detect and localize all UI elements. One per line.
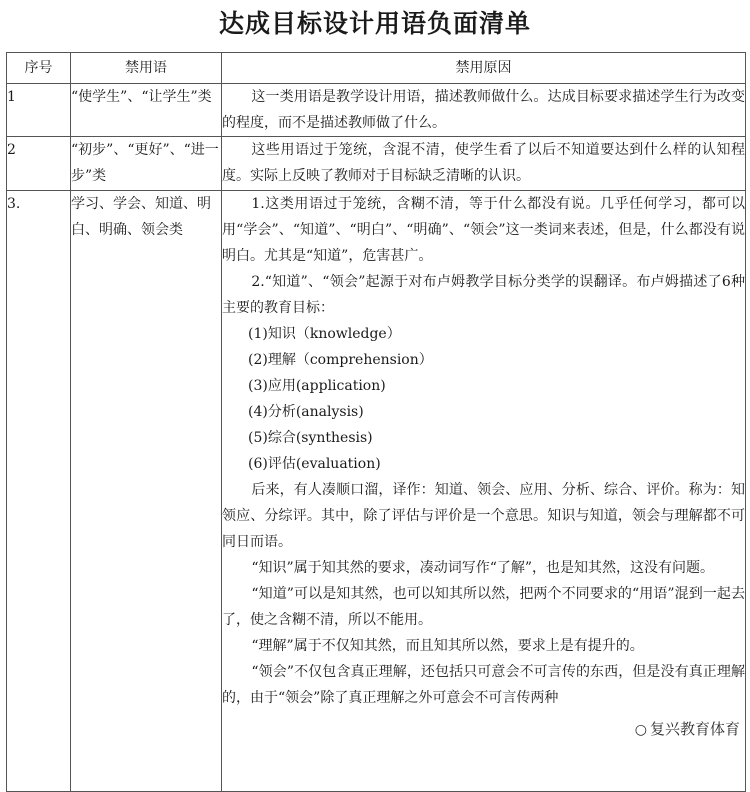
negative-list-table	[6, 52, 746, 792]
objective-item: (6)评估(evaluation)	[248, 456, 381, 472]
reason-paragraph: 2.“知道”、“领会”起源于对布卢姆教学目标分类学的误翻译。布卢姆描述了6种主要的教育目标：	[222, 274, 745, 316]
watermark	[631, 718, 744, 739]
watermark-text: 复兴教育体育	[649, 720, 740, 738]
table-header-row	[7, 53, 746, 84]
table-row	[7, 191, 746, 792]
row-term: 学习、学会、知道、明白、明确、领会类	[71, 191, 222, 792]
table-row	[7, 84, 746, 137]
row-num: 3.	[7, 191, 71, 792]
document-title: 达成目标设计用语负面清单	[218, 9, 531, 38]
reason-paragraph: 这些用语过于笼统，含混不清，使学生看了以后不知道要达到什么样的认知程度。实际上反映了教师对于目标缺乏清晰的认识。	[222, 142, 745, 184]
row-term: “初步”、“更好”、“进一步”类	[71, 137, 222, 191]
objective-item: (2)理解（comprehension）	[248, 352, 433, 368]
row-reason	[222, 84, 746, 137]
reason-paragraph: 这一类用语是教学设计用语，描述教师做什么。达成目标要求描述学生行为改变的程度，而不是描述教师做了什么。	[222, 89, 745, 131]
objective-item: (4)分析(analysis)	[248, 404, 364, 420]
objective-item: (1)知识（knowledge）	[248, 326, 401, 342]
reason-paragraph: “领会”不仅包含真正理解，还包括只可意会不可言传的东西，但是没有真正理解的，由于“领会”除了真正理解之外可意会不可言传两种	[222, 664, 745, 706]
row-term: “使学生”、“让学生”类	[71, 84, 222, 137]
objective-item: (3)应用(application)	[248, 378, 386, 394]
reason-paragraph: “知道”可以是知其然，也可以知其所以然，把两个不同要求的“用语”混到一起去了，使之含糊不清，所以不能用。	[222, 586, 745, 628]
table-row	[7, 137, 746, 191]
row-num: 2	[7, 137, 71, 191]
reason-paragraph: 后来，有人凑顺口溜，译作：知道、领会、应用、分析、综合、评价。称为：知领应、分综评。其中，除了评估与评价是一个意思。知识与知道，领会与理解都不可同日而语。	[222, 482, 745, 550]
row-reason	[222, 137, 746, 191]
header-term: 禁用语	[71, 53, 222, 84]
reason-paragraph: “知识”属于知其然的要求，凑动词写作“了解”，也是知其然，这没有问题。	[251, 560, 715, 576]
header-num: 序号	[7, 53, 71, 84]
objective-item: (5)综合(synthesis)	[248, 430, 373, 446]
row-num: 1	[7, 84, 71, 137]
header-reason: 禁用原因	[222, 53, 746, 84]
wechat-icon: ○	[634, 722, 647, 738]
reason-paragraph: “理解”属于不仅知其然，而且知其所以然，要求上是有提升的。	[251, 638, 644, 654]
row-reason	[222, 191, 746, 792]
reason-paragraph: 1.这类用语过于笼统，含糊不清，等于什么都没有说。几乎任何学习，都可以用“学会”、“知道”、“明白”、“明确”、“领会”这一类词来表述，但是，什么都没有说明白。尤其是“知道”，危害甚广。	[222, 196, 745, 264]
